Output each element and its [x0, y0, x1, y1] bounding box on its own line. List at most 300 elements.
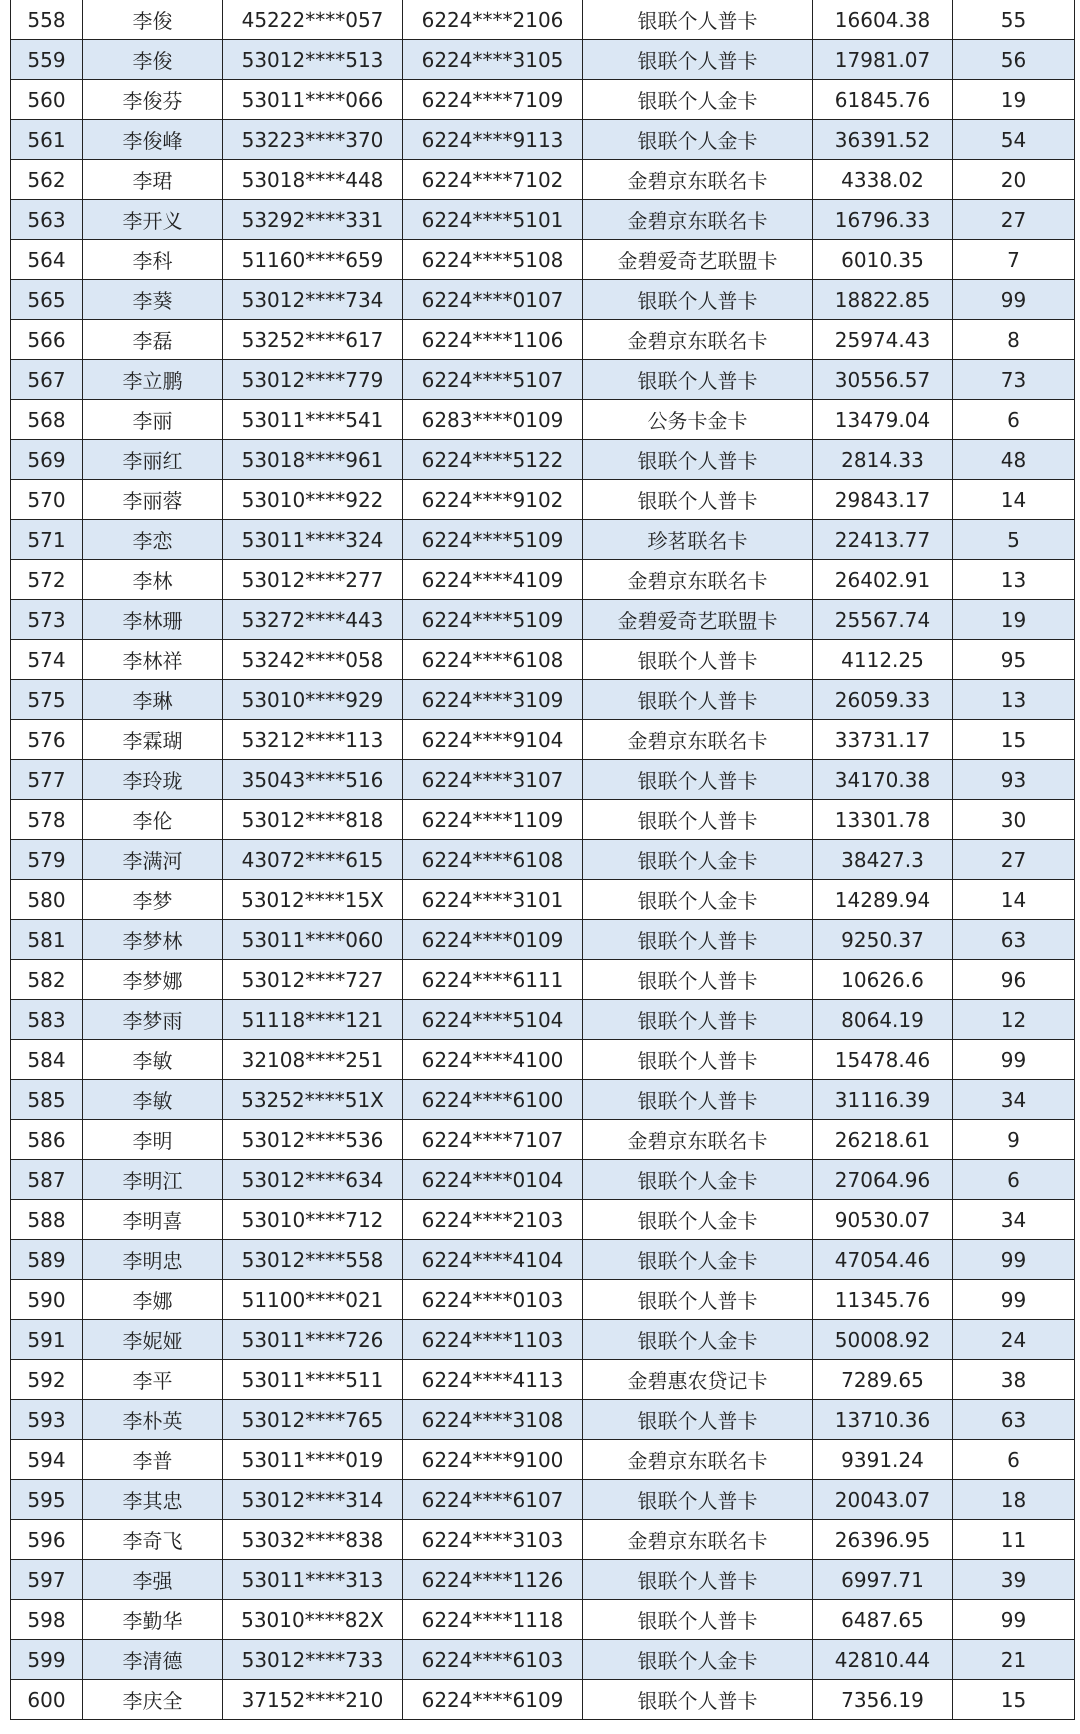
id-number-cell: 53012****734 — [223, 280, 403, 320]
id-number-cell: 53212****113 — [223, 720, 403, 760]
row-number-cell: 573 — [11, 600, 83, 640]
amount-cell: 20043.07 — [813, 1480, 953, 1520]
row-number-cell: 572 — [11, 560, 83, 600]
amount-cell: 27064.96 — [813, 1160, 953, 1200]
amount-cell: 15478.46 — [813, 1040, 953, 1080]
count-cell: 5 — [953, 520, 1075, 560]
card-type-cell: 银联个人金卡 — [583, 1200, 813, 1240]
holder-name-cell: 李朴英 — [83, 1400, 223, 1440]
table-row — [11, 1520, 1075, 1560]
card-type-cell: 银联个人普卡 — [583, 680, 813, 720]
holder-name-cell: 李明 — [83, 1120, 223, 1160]
count-cell: 18 — [953, 1480, 1075, 1520]
card-type-cell: 公务卡金卡 — [583, 400, 813, 440]
card-number-cell: 6224****5122 — [403, 440, 583, 480]
amount-cell: 13301.78 — [813, 800, 953, 840]
row-number-cell: 579 — [11, 840, 83, 880]
id-number-cell: 53011****313 — [223, 1560, 403, 1600]
card-type-cell: 银联个人普卡 — [583, 960, 813, 1000]
row-number-cell: 564 — [11, 240, 83, 280]
count-cell: 73 — [953, 360, 1075, 400]
count-cell: 27 — [953, 200, 1075, 240]
id-number-cell: 53010****922 — [223, 480, 403, 520]
holder-name-cell: 李强 — [83, 1560, 223, 1600]
row-number-cell: 592 — [11, 1360, 83, 1400]
card-number-cell: 6224****4100 — [403, 1040, 583, 1080]
holder-name-cell: 李娜 — [83, 1280, 223, 1320]
card-number-cell: 6224****7102 — [403, 160, 583, 200]
card-number-cell: 6224****9104 — [403, 720, 583, 760]
card-type-cell: 珍茗联名卡 — [583, 520, 813, 560]
amount-cell: 6010.35 — [813, 240, 953, 280]
table-row — [11, 1080, 1075, 1120]
count-cell: 6 — [953, 1440, 1075, 1480]
count-cell: 6 — [953, 400, 1075, 440]
holder-name-cell: 李普 — [83, 1440, 223, 1480]
card-type-cell: 金碧爱奇艺联盟卡 — [583, 600, 813, 640]
table-row — [11, 1320, 1075, 1360]
card-type-cell: 银联个人普卡 — [583, 1280, 813, 1320]
row-number-cell: 562 — [11, 160, 83, 200]
row-number-cell: 578 — [11, 800, 83, 840]
card-type-cell: 银联个人金卡 — [583, 1320, 813, 1360]
card-type-cell: 银联个人金卡 — [583, 840, 813, 880]
holder-name-cell: 李恋 — [83, 520, 223, 560]
id-number-cell: 53252****51X — [223, 1080, 403, 1120]
card-type-cell: 银联个人普卡 — [583, 1680, 813, 1720]
holder-name-cell: 李梦娜 — [83, 960, 223, 1000]
card-number-cell: 6224****6108 — [403, 640, 583, 680]
amount-cell: 26396.95 — [813, 1520, 953, 1560]
card-number-cell: 6224****1118 — [403, 1600, 583, 1640]
id-number-cell: 53012****727 — [223, 960, 403, 1000]
count-cell: 39 — [953, 1560, 1075, 1600]
row-number-cell: 576 — [11, 720, 83, 760]
card-number-cell: 6224****4109 — [403, 560, 583, 600]
card-number-cell: 6224****3107 — [403, 760, 583, 800]
id-number-cell: 37152****210 — [223, 1680, 403, 1720]
card-number-cell: 6224****9113 — [403, 120, 583, 160]
id-number-cell: 53011****511 — [223, 1360, 403, 1400]
row-number-cell: 598 — [11, 1600, 83, 1640]
row-number-cell: 593 — [11, 1400, 83, 1440]
card-type-cell: 银联个人普卡 — [583, 800, 813, 840]
table-row — [11, 1360, 1075, 1400]
row-number-cell: 600 — [11, 1680, 83, 1720]
card-number-cell: 6224****3103 — [403, 1520, 583, 1560]
holder-name-cell: 李俊 — [83, 0, 223, 40]
holder-name-cell: 李敏 — [83, 1040, 223, 1080]
card-type-cell: 金碧京东联名卡 — [583, 560, 813, 600]
card-type-cell: 银联个人普卡 — [583, 440, 813, 480]
id-number-cell: 53272****443 — [223, 600, 403, 640]
card-number-cell: 6224****5109 — [403, 520, 583, 560]
count-cell: 15 — [953, 720, 1075, 760]
card-number-cell: 6224****0107 — [403, 280, 583, 320]
holder-name-cell: 李清德 — [83, 1640, 223, 1680]
table-row — [11, 440, 1075, 480]
id-number-cell: 53012****765 — [223, 1400, 403, 1440]
card-number-cell: 6224****2106 — [403, 0, 583, 40]
id-number-cell: 53011****066 — [223, 80, 403, 120]
table-row — [11, 400, 1075, 440]
count-cell: 6 — [953, 1160, 1075, 1200]
table-row — [11, 720, 1075, 760]
count-cell: 63 — [953, 920, 1075, 960]
amount-cell: 6997.71 — [813, 1560, 953, 1600]
table-row — [11, 160, 1075, 200]
row-number-cell: 563 — [11, 200, 83, 240]
id-number-cell: 32108****251 — [223, 1040, 403, 1080]
row-number-cell: 585 — [11, 1080, 83, 1120]
table-row — [11, 840, 1075, 880]
row-number-cell: 595 — [11, 1480, 83, 1520]
card-number-cell: 6224****6100 — [403, 1080, 583, 1120]
card-number-cell: 6224****5107 — [403, 360, 583, 400]
card-number-cell: 6224****1109 — [403, 800, 583, 840]
row-number-cell: 577 — [11, 760, 83, 800]
table-row — [11, 1240, 1075, 1280]
table-row — [11, 480, 1075, 520]
card-type-cell: 金碧京东联名卡 — [583, 1520, 813, 1560]
card-number-cell: 6224****3109 — [403, 680, 583, 720]
card-number-cell: 6224****4104 — [403, 1240, 583, 1280]
card-type-cell: 银联个人普卡 — [583, 1040, 813, 1080]
count-cell: 20 — [953, 160, 1075, 200]
amount-cell: 7289.65 — [813, 1360, 953, 1400]
amount-cell: 26218.61 — [813, 1120, 953, 1160]
amount-cell: 13479.04 — [813, 400, 953, 440]
row-number-cell: 586 — [11, 1120, 83, 1160]
table-body — [11, 0, 1075, 1720]
row-number-cell: 582 — [11, 960, 83, 1000]
card-number-cell: 6224****5108 — [403, 240, 583, 280]
row-number-cell: 583 — [11, 1000, 83, 1040]
table-row — [11, 240, 1075, 280]
amount-cell: 10626.6 — [813, 960, 953, 1000]
id-number-cell: 43072****615 — [223, 840, 403, 880]
amount-cell: 25974.43 — [813, 320, 953, 360]
table-row — [11, 680, 1075, 720]
card-number-cell: 6224****3108 — [403, 1400, 583, 1440]
amount-cell: 2814.33 — [813, 440, 953, 480]
id-number-cell: 53012****634 — [223, 1160, 403, 1200]
table-row — [11, 520, 1075, 560]
holder-name-cell: 李俊芬 — [83, 80, 223, 120]
count-cell: 24 — [953, 1320, 1075, 1360]
card-number-cell: 6224****5104 — [403, 1000, 583, 1040]
row-number-cell: 565 — [11, 280, 83, 320]
card-number-cell: 6224****5101 — [403, 200, 583, 240]
count-cell: 99 — [953, 280, 1075, 320]
amount-cell: 11345.76 — [813, 1280, 953, 1320]
id-number-cell: 53018****448 — [223, 160, 403, 200]
card-type-cell: 金碧京东联名卡 — [583, 1120, 813, 1160]
holder-name-cell: 李梦雨 — [83, 1000, 223, 1040]
count-cell: 14 — [953, 880, 1075, 920]
holder-name-cell: 李林珊 — [83, 600, 223, 640]
card-type-cell: 银联个人普卡 — [583, 1600, 813, 1640]
id-number-cell: 53012****558 — [223, 1240, 403, 1280]
amount-cell: 13710.36 — [813, 1400, 953, 1440]
row-number-cell: 588 — [11, 1200, 83, 1240]
card-type-cell: 银联个人金卡 — [583, 1640, 813, 1680]
holder-name-cell: 李奇飞 — [83, 1520, 223, 1560]
id-number-cell: 53018****961 — [223, 440, 403, 480]
amount-cell: 33731.17 — [813, 720, 953, 760]
row-number-cell: 589 — [11, 1240, 83, 1280]
holder-name-cell: 李立鹏 — [83, 360, 223, 400]
holder-name-cell: 李玲珑 — [83, 760, 223, 800]
holder-name-cell: 李勤华 — [83, 1600, 223, 1640]
id-number-cell: 53012****15X — [223, 880, 403, 920]
table-row — [11, 280, 1075, 320]
row-number-cell: 561 — [11, 120, 83, 160]
id-number-cell: 53011****541 — [223, 400, 403, 440]
amount-cell: 38427.3 — [813, 840, 953, 880]
card-type-cell: 银联个人普卡 — [583, 640, 813, 680]
amount-cell: 16796.33 — [813, 200, 953, 240]
amount-cell: 50008.92 — [813, 1320, 953, 1360]
id-number-cell: 53011****019 — [223, 1440, 403, 1480]
count-cell: 38 — [953, 1360, 1075, 1400]
row-number-cell: 580 — [11, 880, 83, 920]
id-number-cell: 53012****536 — [223, 1120, 403, 1160]
amount-cell: 26402.91 — [813, 560, 953, 600]
holder-name-cell: 李霖瑚 — [83, 720, 223, 760]
card-number-cell: 6224****7107 — [403, 1120, 583, 1160]
count-cell: 54 — [953, 120, 1075, 160]
amount-cell: 6487.65 — [813, 1600, 953, 1640]
count-cell: 56 — [953, 40, 1075, 80]
row-number-cell: 568 — [11, 400, 83, 440]
table-row — [11, 960, 1075, 1000]
card-number-cell: 6224****3101 — [403, 880, 583, 920]
card-type-cell: 金碧京东联名卡 — [583, 1440, 813, 1480]
card-type-cell: 银联个人普卡 — [583, 1560, 813, 1600]
id-number-cell: 35043****516 — [223, 760, 403, 800]
card-type-cell: 银联个人金卡 — [583, 80, 813, 120]
card-type-cell: 金碧京东联名卡 — [583, 200, 813, 240]
row-number-cell: 575 — [11, 680, 83, 720]
amount-cell: 9250.37 — [813, 920, 953, 960]
holder-name-cell: 李丽蓉 — [83, 480, 223, 520]
table-row — [11, 920, 1075, 960]
row-number-cell: 570 — [11, 480, 83, 520]
amount-cell: 17981.07 — [813, 40, 953, 80]
id-number-cell: 51100****021 — [223, 1280, 403, 1320]
amount-cell: 29843.17 — [813, 480, 953, 520]
id-number-cell: 53011****726 — [223, 1320, 403, 1360]
amount-cell: 26059.33 — [813, 680, 953, 720]
count-cell: 13 — [953, 680, 1075, 720]
holder-name-cell: 李梦林 — [83, 920, 223, 960]
card-number-cell: 6224****0103 — [403, 1280, 583, 1320]
card-type-cell: 银联个人普卡 — [583, 920, 813, 960]
id-number-cell: 53012****779 — [223, 360, 403, 400]
holder-name-cell: 李俊 — [83, 40, 223, 80]
count-cell: 99 — [953, 1600, 1075, 1640]
table-row — [11, 1280, 1075, 1320]
row-number-cell: 574 — [11, 640, 83, 680]
card-type-cell: 银联个人普卡 — [583, 760, 813, 800]
id-number-cell: 53011****060 — [223, 920, 403, 960]
row-number-cell: 566 — [11, 320, 83, 360]
card-type-cell: 银联个人金卡 — [583, 1160, 813, 1200]
id-number-cell: 53292****331 — [223, 200, 403, 240]
card-number-cell: 6224****0104 — [403, 1160, 583, 1200]
amount-cell: 18822.85 — [813, 280, 953, 320]
count-cell: 13 — [953, 560, 1075, 600]
row-number-cell: 599 — [11, 1640, 83, 1680]
card-number-cell: 6224****2103 — [403, 1200, 583, 1240]
card-type-cell: 银联个人普卡 — [583, 1080, 813, 1120]
id-number-cell: 53010****929 — [223, 680, 403, 720]
count-cell: 99 — [953, 1240, 1075, 1280]
row-number-cell: 597 — [11, 1560, 83, 1600]
table-row — [11, 560, 1075, 600]
amount-cell: 16604.38 — [813, 0, 953, 40]
card-number-cell: 6224****6103 — [403, 1640, 583, 1680]
count-cell: 7 — [953, 240, 1075, 280]
card-holder-table — [10, 0, 1075, 1720]
table-row — [11, 1600, 1075, 1640]
holder-name-cell: 李丽 — [83, 400, 223, 440]
holder-name-cell: 李俊峰 — [83, 120, 223, 160]
card-type-cell: 金碧京东联名卡 — [583, 320, 813, 360]
table-row — [11, 640, 1075, 680]
row-number-cell: 590 — [11, 1280, 83, 1320]
card-type-cell: 银联个人普卡 — [583, 0, 813, 40]
count-cell: 63 — [953, 1400, 1075, 1440]
card-type-cell: 银联个人普卡 — [583, 1480, 813, 1520]
table-row — [11, 1560, 1075, 1600]
count-cell: 99 — [953, 1040, 1075, 1080]
amount-cell: 14289.94 — [813, 880, 953, 920]
amount-cell: 4112.25 — [813, 640, 953, 680]
amount-cell: 34170.38 — [813, 760, 953, 800]
card-type-cell: 银联个人普卡 — [583, 280, 813, 320]
holder-name-cell: 李满河 — [83, 840, 223, 880]
amount-cell: 90530.07 — [813, 1200, 953, 1240]
holder-name-cell: 李磊 — [83, 320, 223, 360]
row-number-cell: 571 — [11, 520, 83, 560]
card-number-cell: 6224****6108 — [403, 840, 583, 880]
count-cell: 19 — [953, 80, 1075, 120]
id-number-cell: 45222****057 — [223, 0, 403, 40]
card-type-cell: 银联个人普卡 — [583, 360, 813, 400]
count-cell: 21 — [953, 1640, 1075, 1680]
holder-name-cell: 李伦 — [83, 800, 223, 840]
card-type-cell: 金碧爱奇艺联盟卡 — [583, 240, 813, 280]
count-cell: 14 — [953, 480, 1075, 520]
holder-name-cell: 李科 — [83, 240, 223, 280]
row-number-cell: 569 — [11, 440, 83, 480]
holder-name-cell: 李丽红 — [83, 440, 223, 480]
holder-name-cell: 李庆全 — [83, 1680, 223, 1720]
amount-cell: 31116.39 — [813, 1080, 953, 1120]
id-number-cell: 53252****617 — [223, 320, 403, 360]
amount-cell: 47054.46 — [813, 1240, 953, 1280]
card-type-cell: 银联个人普卡 — [583, 1400, 813, 1440]
card-number-cell: 6283****0109 — [403, 400, 583, 440]
table-row — [11, 1680, 1075, 1720]
id-number-cell: 53010****82X — [223, 1600, 403, 1640]
count-cell: 11 — [953, 1520, 1075, 1560]
count-cell: 15 — [953, 1680, 1075, 1720]
amount-cell: 7356.19 — [813, 1680, 953, 1720]
holder-name-cell: 李林祥 — [83, 640, 223, 680]
card-number-cell: 6224****0109 — [403, 920, 583, 960]
holder-name-cell: 李明喜 — [83, 1200, 223, 1240]
card-number-cell: 6224****9100 — [403, 1440, 583, 1480]
card-type-cell: 金碧京东联名卡 — [583, 720, 813, 760]
table-row — [11, 760, 1075, 800]
holder-name-cell: 李敏 — [83, 1080, 223, 1120]
count-cell: 96 — [953, 960, 1075, 1000]
row-number-cell: 594 — [11, 1440, 83, 1480]
table-row — [11, 800, 1075, 840]
table-row — [11, 200, 1075, 240]
count-cell: 19 — [953, 600, 1075, 640]
table-row — [11, 120, 1075, 160]
count-cell: 34 — [953, 1200, 1075, 1240]
row-number-cell: 587 — [11, 1160, 83, 1200]
table-row — [11, 1120, 1075, 1160]
table-row — [11, 1200, 1075, 1240]
table-row — [11, 40, 1075, 80]
count-cell: 27 — [953, 840, 1075, 880]
card-number-cell: 6224****6109 — [403, 1680, 583, 1720]
holder-name-cell: 李梦 — [83, 880, 223, 920]
card-number-cell: 6224****4113 — [403, 1360, 583, 1400]
id-number-cell: 53012****277 — [223, 560, 403, 600]
id-number-cell: 53242****058 — [223, 640, 403, 680]
id-number-cell: 53032****838 — [223, 1520, 403, 1560]
id-number-cell: 51118****121 — [223, 1000, 403, 1040]
table-row — [11, 880, 1075, 920]
row-number-cell: 559 — [11, 40, 83, 80]
table-row — [11, 600, 1075, 640]
id-number-cell: 51160****659 — [223, 240, 403, 280]
count-cell: 95 — [953, 640, 1075, 680]
id-number-cell: 53011****324 — [223, 520, 403, 560]
card-number-cell: 6224****5109 — [403, 600, 583, 640]
row-number-cell: 567 — [11, 360, 83, 400]
card-number-cell: 6224****1126 — [403, 1560, 583, 1600]
card-holder-table-container — [10, 0, 1074, 1720]
card-number-cell: 6224****1106 — [403, 320, 583, 360]
count-cell: 93 — [953, 760, 1075, 800]
amount-cell: 25567.74 — [813, 600, 953, 640]
amount-cell: 4338.02 — [813, 160, 953, 200]
table-row — [11, 1160, 1075, 1200]
count-cell: 30 — [953, 800, 1075, 840]
table-row — [11, 1040, 1075, 1080]
card-number-cell: 6224****3105 — [403, 40, 583, 80]
count-cell: 34 — [953, 1080, 1075, 1120]
table-row — [11, 0, 1075, 40]
holder-name-cell: 李珺 — [83, 160, 223, 200]
count-cell: 99 — [953, 1280, 1075, 1320]
card-number-cell: 6224****1103 — [403, 1320, 583, 1360]
card-type-cell: 银联个人普卡 — [583, 40, 813, 80]
table-row — [11, 80, 1075, 120]
amount-cell: 8064.19 — [813, 1000, 953, 1040]
count-cell: 8 — [953, 320, 1075, 360]
card-type-cell: 金碧京东联名卡 — [583, 160, 813, 200]
table-row — [11, 1000, 1075, 1040]
